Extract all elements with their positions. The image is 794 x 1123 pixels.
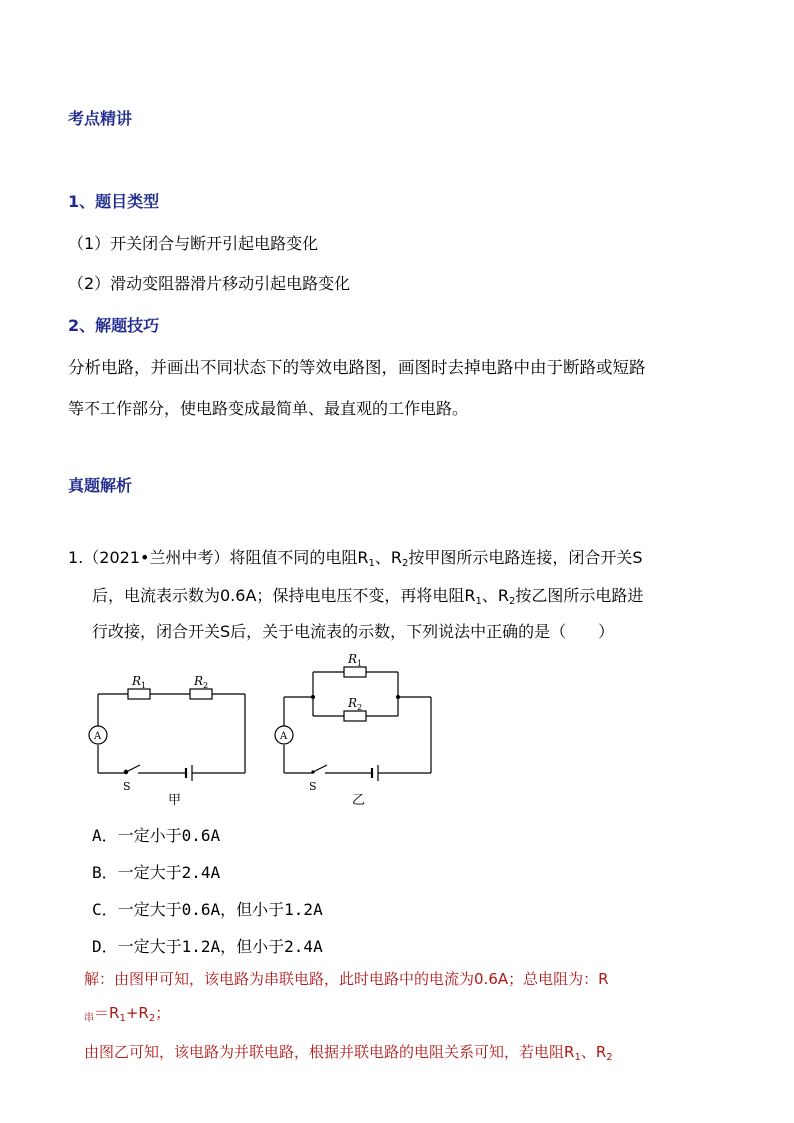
circuit-diagrams bbox=[80, 650, 460, 810]
question-line-2 bbox=[92, 583, 643, 607]
switch-blade bbox=[313, 765, 327, 772]
question-number: 1. bbox=[68, 548, 84, 567]
ammeter-label: A bbox=[94, 731, 102, 742]
switch-label: S bbox=[309, 780, 317, 793]
solution-line-2 bbox=[84, 1002, 170, 1024]
label-r1: R bbox=[348, 652, 358, 666]
switch-label: S bbox=[123, 780, 131, 793]
subscript: 1 bbox=[119, 1013, 126, 1024]
question-line-3: 行改接，闭合开关S后，关于电流表的示数，下列说法中正确的是（ ） bbox=[92, 622, 615, 641]
ammeter-label: A bbox=[280, 731, 288, 742]
circuit-series bbox=[89, 689, 245, 781]
solution-line-1: 解：由图甲可知，该电路为串联电路，此时电路中的电流为0.6A；总电阻为：R bbox=[84, 970, 609, 988]
option-a: A．一定小于0.6A bbox=[92, 826, 221, 845]
section-title-exam-analysis: 真题解析 bbox=[68, 476, 133, 495]
solution-text: ＝R bbox=[94, 1004, 120, 1022]
label-r2: R bbox=[348, 696, 358, 710]
label-r1: R bbox=[132, 674, 142, 688]
subscript: 1 bbox=[574, 1052, 581, 1063]
subscript: 2 bbox=[509, 596, 516, 607]
option-d: D．一定大于1.2A，但小于2.4A bbox=[92, 937, 323, 956]
option-c: C．一定大于0.6A，但小于1.2A bbox=[92, 900, 323, 919]
circuit-parallel bbox=[275, 667, 431, 781]
skill-line-1: 分析电路，并画出不同状态下的等效电路图，画图时去掉电路中由于断路或短路 bbox=[68, 358, 646, 377]
subscript: 串 bbox=[84, 1013, 94, 1024]
label-r1-sub: 1 bbox=[141, 681, 147, 690]
section-title-key-points: 考点精讲 bbox=[68, 109, 133, 128]
question-text: 、R bbox=[481, 586, 510, 605]
subscript: 2 bbox=[402, 558, 409, 569]
subscript: 1 bbox=[475, 596, 482, 607]
solution-text: 、R bbox=[580, 1043, 607, 1061]
question-line-1 bbox=[68, 545, 643, 569]
skill-line-2: 等不工作部分，使电路变成最简单、最直观的工作电路。 bbox=[68, 399, 469, 418]
question-text: 按乙图所示电路进 bbox=[515, 586, 644, 605]
resistor-r2 bbox=[190, 689, 212, 699]
solution-text: 由图乙可知，该电路为并联电路，根据并联电路的电阻关系可知，若电阻R bbox=[84, 1043, 575, 1061]
question-text: （2021•兰州中考）将阻值不同的电阻R bbox=[83, 548, 369, 567]
type-item-1: （1）开关闭合与断开引起电路变化 bbox=[68, 234, 319, 253]
resistor-r2 bbox=[344, 711, 366, 721]
junction-node bbox=[311, 695, 315, 699]
solution-text: +R bbox=[125, 1004, 149, 1022]
junction-node bbox=[396, 695, 400, 699]
solution-line-3 bbox=[84, 1041, 613, 1063]
question-text: 按甲图所示电路连接，闭合开关S bbox=[408, 548, 643, 567]
solution-text: ； bbox=[155, 1004, 171, 1022]
switch-contact bbox=[311, 770, 314, 773]
label-r2-sub: 2 bbox=[203, 681, 209, 690]
caption-jia: 甲 bbox=[168, 793, 182, 808]
question-text: 后，电流表示数为0.6A；保持电电压不变，再将电阻R bbox=[92, 586, 476, 605]
question-text: 、R bbox=[374, 548, 403, 567]
caption-yi: 乙 bbox=[352, 793, 366, 808]
subscript: 2 bbox=[148, 1013, 156, 1024]
subscript: 2 bbox=[606, 1052, 613, 1063]
label-r2: R bbox=[194, 674, 204, 688]
heading-question-types: 1、题目类型 bbox=[68, 192, 160, 211]
type-item-2: （2）滑动变阻器滑片移动引起电路变化 bbox=[68, 274, 351, 293]
resistor-r1 bbox=[128, 689, 150, 699]
subscript: 1 bbox=[368, 558, 375, 569]
label-r1-sub: 1 bbox=[357, 659, 363, 668]
resistor-r1 bbox=[344, 667, 366, 677]
switch-blade bbox=[126, 765, 140, 772]
heading-solving-skills: 2、解题技巧 bbox=[68, 316, 160, 335]
option-b: B．一定大于2.4A bbox=[92, 863, 221, 882]
label-r2-sub: 2 bbox=[357, 703, 363, 712]
